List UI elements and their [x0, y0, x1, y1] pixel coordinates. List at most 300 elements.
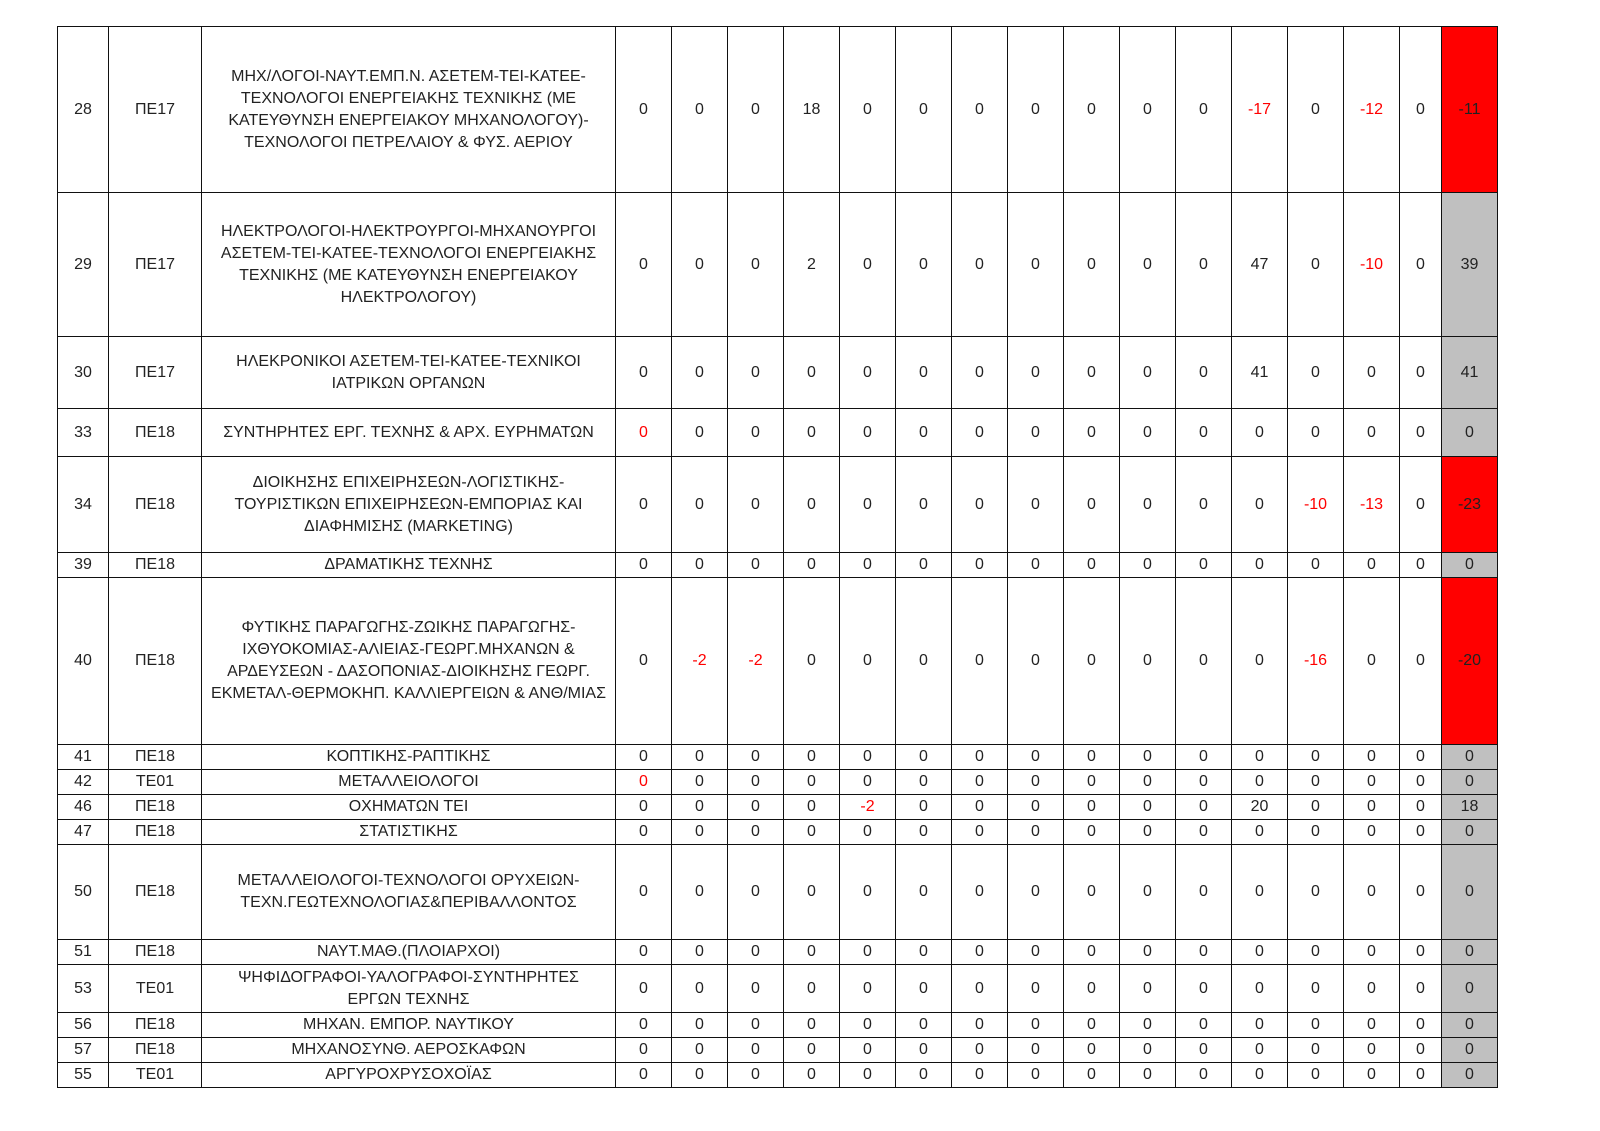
value-cell: 0	[1120, 1013, 1176, 1038]
value-cell: 0	[1344, 409, 1400, 457]
value-cell: 0	[1120, 940, 1176, 965]
value-cell: 0	[1400, 940, 1442, 965]
specialty-code-cell: ΠΕ18	[109, 553, 202, 578]
specialty-description-cell: ΜΕΤΑΛΛΕΙΟΛΟΓΟΙ	[202, 770, 616, 795]
value-cell: 0	[840, 409, 896, 457]
total-cell: 0	[1442, 553, 1498, 578]
row-number-cell: 50	[58, 845, 109, 940]
table-row	[58, 553, 1498, 578]
total-cell: 18	[1442, 795, 1498, 820]
row-number-cell: 33	[58, 409, 109, 457]
table-row	[58, 745, 1498, 770]
value-cell: 0	[840, 770, 896, 795]
value-cell: 0	[1008, 795, 1064, 820]
value-cell: 0	[840, 553, 896, 578]
value-cell: 0	[672, 1038, 728, 1063]
value-cell: 0	[1064, 1038, 1120, 1063]
value-cell: 0	[616, 940, 672, 965]
value-cell: 0	[952, 193, 1008, 337]
value-cell: 0	[896, 193, 952, 337]
value-cell: 0	[1288, 553, 1344, 578]
value-cell: 0	[1288, 193, 1344, 337]
table-row	[58, 578, 1498, 745]
value-cell: 18	[784, 27, 840, 193]
value-cell: 0	[1176, 745, 1232, 770]
value-cell: 0	[896, 553, 952, 578]
specialty-balance-table	[57, 26, 1498, 1088]
value-cell: 0	[1008, 770, 1064, 795]
value-cell: 0	[1120, 578, 1176, 745]
value-cell: 0	[672, 940, 728, 965]
value-cell: 0	[1344, 578, 1400, 745]
value-cell: -2	[672, 578, 728, 745]
value-cell: 0	[1288, 965, 1344, 1013]
specialty-description-cell: ΜΗΧ/ΛΟΓΟΙ-ΝΑΥΤ.ΕΜΠ.Ν. ΑΣΕΤΕΜ-ΤΕΙ-ΚΑΤΕΕ-ΤΕΧΝΟΛΟΓΟΙ ΕΝΕΡΓΕΙΑΚΗΣ ΤΕΧΝΙΚΗΣ (ΜΕ ΚΑΤΕΥΘΥΝΣΗ ΕΝΕΡΓΕΙΑΚΟΥ ΜΗΧΑΝΟΛΟΓΟΥ)-ΤΕΧΝΟΛΟΓΟΙ ΠΕΤΡΕΛΑΙΟΥ & ΦΥΣ. ΑΕΡΙΟΥ	[202, 27, 616, 193]
total-cell: 0	[1442, 770, 1498, 795]
value-cell: 0	[840, 1063, 896, 1088]
value-cell: 0	[1344, 745, 1400, 770]
value-cell: 0	[1288, 337, 1344, 409]
specialty-code-cell: ΠΕ18	[109, 745, 202, 770]
value-cell: 0	[1064, 1013, 1120, 1038]
value-cell: 0	[1232, 553, 1288, 578]
value-cell: 0	[1064, 553, 1120, 578]
value-cell: 0	[1008, 1013, 1064, 1038]
table-row	[58, 795, 1498, 820]
table-row	[58, 409, 1498, 457]
specialty-code-cell: ΠΕ18	[109, 1038, 202, 1063]
value-cell: 0	[1344, 1013, 1400, 1038]
value-cell: 0	[728, 1063, 784, 1088]
value-cell: 0	[1344, 337, 1400, 409]
table-row	[58, 940, 1498, 965]
value-cell: 0	[1288, 745, 1344, 770]
row-number-cell: 40	[58, 578, 109, 745]
value-cell: 0	[672, 965, 728, 1013]
value-cell: 0	[1400, 193, 1442, 337]
value-cell: 0	[1400, 1038, 1442, 1063]
value-cell: 0	[952, 409, 1008, 457]
value-cell: 2	[784, 193, 840, 337]
value-cell: 0	[896, 337, 952, 409]
value-cell: 0	[616, 770, 672, 795]
value-cell: 0	[672, 745, 728, 770]
value-cell: 0	[672, 193, 728, 337]
value-cell: 0	[1232, 1063, 1288, 1088]
value-cell: 0	[784, 845, 840, 940]
value-cell: 0	[1288, 27, 1344, 193]
value-cell: 0	[616, 965, 672, 1013]
value-cell: 0	[784, 457, 840, 553]
value-cell: 0	[1344, 940, 1400, 965]
value-cell: 0	[1120, 1038, 1176, 1063]
specialty-code-cell: ΠΕ17	[109, 193, 202, 337]
value-cell: 0	[1064, 457, 1120, 553]
value-cell: 0	[616, 578, 672, 745]
value-cell: 0	[784, 770, 840, 795]
value-cell: 0	[1400, 795, 1442, 820]
value-cell: 0	[1176, 1038, 1232, 1063]
specialty-description-cell: ΗΛΕΚΤΡΟΛΟΓΟΙ-ΗΛΕΚΤΡΟΥΡΓΟΙ-ΜΗΧΑΝΟΥΡΓΟΙ ΑΣΕΤΕΜ-ΤΕΙ-ΚΑΤΕΕ-ΤΕΧΝΟΛΟΓΟΙ ΕΝΕΡΓΕΙΑΚΗΣ ΤΕΧΝΙΚΗΣ (ΜΕ ΚΑΤΕΥΘΥΝΣΗ ΕΝΕΡΓΕΙΑΚΟΥ ΗΛΕΚΤΡΟΛΟΓΟΥ)	[202, 193, 616, 337]
table-row	[58, 845, 1498, 940]
value-cell: 0	[672, 820, 728, 845]
value-cell: 0	[672, 770, 728, 795]
value-cell: 0	[1176, 193, 1232, 337]
value-cell: 0	[896, 27, 952, 193]
value-cell: 0	[952, 457, 1008, 553]
value-cell: 0	[1120, 457, 1176, 553]
value-cell: 0	[1400, 820, 1442, 845]
value-cell: 0	[896, 845, 952, 940]
value-cell: 0	[896, 1013, 952, 1038]
value-cell: 0	[1344, 1038, 1400, 1063]
value-cell: 0	[896, 409, 952, 457]
value-cell: 0	[1120, 745, 1176, 770]
row-number-cell: 56	[58, 1013, 109, 1038]
value-cell: 0	[952, 965, 1008, 1013]
value-cell: 0	[896, 1038, 952, 1063]
value-cell: 0	[896, 578, 952, 745]
value-cell: 0	[1232, 965, 1288, 1013]
value-cell: 0	[728, 1038, 784, 1063]
value-cell: 0	[784, 337, 840, 409]
value-cell: 0	[1400, 409, 1442, 457]
value-cell: 0	[1288, 1013, 1344, 1038]
value-cell: 0	[784, 1038, 840, 1063]
value-cell: 0	[1344, 553, 1400, 578]
value-cell: 0	[1064, 965, 1120, 1013]
value-cell: 0	[1344, 965, 1400, 1013]
value-cell: 0	[1400, 27, 1442, 193]
value-cell: 0	[1064, 1063, 1120, 1088]
value-cell: 0	[952, 770, 1008, 795]
value-cell: 0	[1120, 1063, 1176, 1088]
specialty-description-cell: ΜΗΧΑΝ. ΕΜΠΟΡ. ΝΑΥΤΙΚΟΥ	[202, 1013, 616, 1038]
value-cell: 0	[1400, 770, 1442, 795]
value-cell: 0	[1008, 965, 1064, 1013]
value-cell: 0	[1008, 1063, 1064, 1088]
value-cell: 0	[1120, 845, 1176, 940]
value-cell: 0	[952, 578, 1008, 745]
value-cell: 0	[1176, 965, 1232, 1013]
value-cell: 0	[728, 845, 784, 940]
value-cell: 0	[1008, 337, 1064, 409]
value-cell: 0	[1008, 578, 1064, 745]
table-row	[58, 1013, 1498, 1038]
value-cell: 0	[840, 27, 896, 193]
value-cell: 0	[672, 795, 728, 820]
specialty-code-cell: ΠΕ18	[109, 845, 202, 940]
value-cell: 0	[784, 1063, 840, 1088]
value-cell: 0	[1232, 1038, 1288, 1063]
total-cell: 0	[1442, 1013, 1498, 1038]
table-row	[58, 27, 1498, 193]
total-cell: 0	[1442, 1038, 1498, 1063]
value-cell: 0	[672, 337, 728, 409]
value-cell: -13	[1344, 457, 1400, 553]
table-row	[58, 1063, 1498, 1088]
value-cell: 0	[1120, 27, 1176, 193]
value-cell: 0	[840, 1013, 896, 1038]
specialty-description-cell: ΜΗΧΑΝΟΣΥΝΘ. ΑΕΡΟΣΚΑΦΩΝ	[202, 1038, 616, 1063]
specialty-description-cell: ΜΕΤΑΛΛΕΙΟΛΟΓΟΙ-ΤΕΧΝΟΛΟΓΟΙ ΟΡΥΧΕΙΩΝ-ΤΕΧΝ.ΓΕΩΤΕΧΝΟΛΟΓΙΑΣ&ΠΕΡΙΒΑΛΛΟΝΤΟΣ	[202, 845, 616, 940]
value-cell: 0	[784, 745, 840, 770]
value-cell: 0	[952, 1038, 1008, 1063]
value-cell: 0	[840, 845, 896, 940]
value-cell: 0	[728, 820, 784, 845]
value-cell: 0	[896, 795, 952, 820]
value-cell: 0	[1064, 27, 1120, 193]
value-cell: 0	[616, 745, 672, 770]
value-cell: 0	[672, 553, 728, 578]
total-cell: -20	[1442, 578, 1498, 745]
total-cell: 0	[1442, 845, 1498, 940]
value-cell: 0	[840, 820, 896, 845]
value-cell: 0	[1176, 337, 1232, 409]
value-cell: 0	[728, 337, 784, 409]
value-cell: 0	[1120, 820, 1176, 845]
value-cell: 0	[728, 553, 784, 578]
value-cell: 0	[1064, 820, 1120, 845]
value-cell: 0	[728, 27, 784, 193]
specialty-description-cell: ΔΡΑΜΑΤΙΚΗΣ ΤΕΧΝΗΣ	[202, 553, 616, 578]
value-cell: 0	[616, 193, 672, 337]
value-cell: 0	[616, 1013, 672, 1038]
value-cell: -2	[840, 795, 896, 820]
value-cell: 0	[952, 795, 1008, 820]
value-cell: 0	[616, 1038, 672, 1063]
value-cell: 0	[952, 1013, 1008, 1038]
value-cell: 0	[784, 409, 840, 457]
value-cell: 0	[1344, 845, 1400, 940]
specialty-description-cell: ΨΗΦΙΔΟΓΡΑΦΟΙ-ΥΑΛΟΓΡΑΦΟΙ-ΣΥΝΤΗΡΗΤΕΣ ΕΡΓΩΝ ΤΕΧΝΗΣ	[202, 965, 616, 1013]
value-cell: 0	[784, 820, 840, 845]
value-cell: 0	[1064, 409, 1120, 457]
specialty-code-cell: ΠΕ18	[109, 820, 202, 845]
value-cell: 0	[784, 1013, 840, 1038]
value-cell: 0	[784, 795, 840, 820]
row-number-cell: 39	[58, 553, 109, 578]
total-cell: -11	[1442, 27, 1498, 193]
value-cell: 0	[840, 965, 896, 1013]
value-cell: 0	[1008, 553, 1064, 578]
value-cell: 0	[672, 457, 728, 553]
specialty-code-cell: ΠΕ17	[109, 337, 202, 409]
table-row	[58, 770, 1498, 795]
value-cell: -2	[728, 578, 784, 745]
specialty-description-cell: ΗΛΕΚΡΟΝΙΚΟΙ ΑΣΕΤΕΜ-ΤΕΙ-ΚΑΤΕΕ-ΤΕΧΝΙΚΟΙ ΙΑΤΡΙΚΩΝ ΟΡΓΑΝΩΝ	[202, 337, 616, 409]
value-cell: 0	[1120, 795, 1176, 820]
value-cell: 0	[896, 940, 952, 965]
value-cell: 0	[1176, 845, 1232, 940]
value-cell: 0	[1008, 940, 1064, 965]
value-cell: 0	[616, 1063, 672, 1088]
value-cell: 0	[1176, 409, 1232, 457]
value-cell: 0	[728, 1013, 784, 1038]
value-cell: 0	[1064, 337, 1120, 409]
specialty-code-cell: ΠΕ18	[109, 457, 202, 553]
value-cell: 0	[1288, 795, 1344, 820]
row-number-cell: 51	[58, 940, 109, 965]
total-cell: -23	[1442, 457, 1498, 553]
value-cell: 0	[728, 409, 784, 457]
specialty-code-cell: ΠΕ18	[109, 795, 202, 820]
value-cell: 0	[1400, 578, 1442, 745]
value-cell: 0	[1344, 770, 1400, 795]
value-cell: 0	[952, 940, 1008, 965]
table-row	[58, 965, 1498, 1013]
table-row	[58, 820, 1498, 845]
value-cell: 0	[840, 457, 896, 553]
value-cell: 0	[1176, 1013, 1232, 1038]
value-cell: 0	[1120, 409, 1176, 457]
value-cell: 0	[1232, 578, 1288, 745]
total-cell: 0	[1442, 965, 1498, 1013]
specialty-code-cell: ΠΕ18	[109, 409, 202, 457]
value-cell: 0	[1176, 457, 1232, 553]
specialty-code-cell: ΠΕ17	[109, 27, 202, 193]
value-cell: 0	[1064, 940, 1120, 965]
value-cell: 0	[1120, 965, 1176, 1013]
value-cell: 0	[728, 795, 784, 820]
specialty-description-cell: ΣΤΑΤΙΣΤΙΚΗΣ	[202, 820, 616, 845]
value-cell: -17	[1232, 27, 1288, 193]
total-cell: 0	[1442, 1063, 1498, 1088]
specialty-description-cell: ΑΡΓΥΡΟΧΡΥΣΟΧΟΪΑΣ	[202, 1063, 616, 1088]
specialty-code-cell: ΤΕ01	[109, 965, 202, 1013]
total-cell: 41	[1442, 337, 1498, 409]
row-number-cell: 41	[58, 745, 109, 770]
value-cell: 0	[616, 845, 672, 940]
value-cell: 0	[1120, 193, 1176, 337]
value-cell: 0	[952, 27, 1008, 193]
value-cell: 0	[1008, 745, 1064, 770]
value-cell: 0	[840, 1038, 896, 1063]
value-cell: 0	[784, 578, 840, 745]
value-cell: 0	[1400, 1013, 1442, 1038]
value-cell: 0	[1008, 820, 1064, 845]
value-cell: 0	[896, 820, 952, 845]
value-cell: -10	[1288, 457, 1344, 553]
value-cell: -10	[1344, 193, 1400, 337]
value-cell: 0	[1344, 795, 1400, 820]
value-cell: 0	[728, 193, 784, 337]
row-number-cell: 34	[58, 457, 109, 553]
value-cell: 0	[1288, 1038, 1344, 1063]
value-cell: 0	[616, 820, 672, 845]
value-cell: 0	[784, 965, 840, 1013]
row-number-cell: 46	[58, 795, 109, 820]
value-cell: 0	[1176, 27, 1232, 193]
value-cell: 0	[616, 337, 672, 409]
value-cell: 0	[840, 337, 896, 409]
value-cell: 0	[672, 1063, 728, 1088]
value-cell: 0	[1176, 795, 1232, 820]
value-cell: 0	[952, 845, 1008, 940]
value-cell: 0	[896, 1063, 952, 1088]
value-cell: 0	[952, 820, 1008, 845]
value-cell: 0	[616, 27, 672, 193]
specialty-code-cell: ΤΕ01	[109, 770, 202, 795]
value-cell: 0	[728, 745, 784, 770]
value-cell: 0	[784, 940, 840, 965]
table-row	[58, 457, 1498, 553]
value-cell: 0	[1008, 193, 1064, 337]
value-cell: 0	[952, 1063, 1008, 1088]
value-cell: 0	[1232, 457, 1288, 553]
value-cell: 0	[1232, 409, 1288, 457]
value-cell: 0	[1064, 745, 1120, 770]
value-cell: 0	[616, 409, 672, 457]
value-cell: 0	[1064, 770, 1120, 795]
value-cell: 0	[728, 770, 784, 795]
value-cell: 0	[1288, 845, 1344, 940]
total-cell: 0	[1442, 409, 1498, 457]
value-cell: 0	[1120, 770, 1176, 795]
row-number-cell: 30	[58, 337, 109, 409]
value-cell: 0	[1232, 845, 1288, 940]
value-cell: 0	[1064, 845, 1120, 940]
total-cell: 0	[1442, 820, 1498, 845]
row-number-cell: 29	[58, 193, 109, 337]
value-cell: 0	[672, 1013, 728, 1038]
specialty-description-cell: ΟΧΗΜΑΤΩΝ ΤΕΙ	[202, 795, 616, 820]
value-cell: 0	[1400, 337, 1442, 409]
value-cell: 0	[1120, 337, 1176, 409]
value-cell: 0	[1288, 820, 1344, 845]
value-cell: 0	[1176, 820, 1232, 845]
value-cell: 41	[1232, 337, 1288, 409]
value-cell: 0	[616, 553, 672, 578]
value-cell: 0	[1288, 1063, 1344, 1088]
value-cell: 0	[840, 578, 896, 745]
row-number-cell: 57	[58, 1038, 109, 1063]
specialty-code-cell: ΤΕ01	[109, 1063, 202, 1088]
value-cell: 0	[1400, 553, 1442, 578]
value-cell: 0	[1288, 770, 1344, 795]
value-cell: 0	[1176, 553, 1232, 578]
row-number-cell: 28	[58, 27, 109, 193]
value-cell: 0	[952, 745, 1008, 770]
value-cell: 0	[1176, 770, 1232, 795]
table-row	[58, 193, 1498, 337]
value-cell: 0	[896, 745, 952, 770]
value-cell: 0	[1400, 745, 1442, 770]
value-cell: 0	[1400, 965, 1442, 1013]
value-cell: 0	[1176, 1063, 1232, 1088]
value-cell: 0	[1288, 409, 1344, 457]
value-cell: 0	[840, 940, 896, 965]
value-cell: 0	[672, 845, 728, 940]
specialty-code-cell: ΠΕ18	[109, 940, 202, 965]
specialty-description-cell: ΝΑΥΤ.ΜΑΘ.(ΠΛΟΙΑΡΧΟΙ)	[202, 940, 616, 965]
value-cell: 0	[1008, 457, 1064, 553]
row-number-cell: 53	[58, 965, 109, 1013]
value-cell: 0	[728, 965, 784, 1013]
value-cell: 0	[1232, 820, 1288, 845]
value-cell: 0	[1344, 1063, 1400, 1088]
value-cell: 0	[952, 337, 1008, 409]
specialty-description-cell: ΚΟΠΤΙΚΗΣ-ΡΑΠΤΙΚΗΣ	[202, 745, 616, 770]
value-cell: 0	[616, 795, 672, 820]
specialty-description-cell: ΔΙΟΙΚΗΣΗΣ ΕΠΙΧΕΙΡΗΣΕΩΝ-ΛΟΓΙΣΤΙΚΗΣ-ΤΟΥΡΙΣΤΙΚΩΝ ΕΠΙΧΕΙΡΗΣΕΩΝ-ΕΜΠΟΡΙΑΣ ΚΑΙ ΔΙΑΦΗΜΙΣΗΣ (MARKETING)	[202, 457, 616, 553]
value-cell: 0	[896, 457, 952, 553]
value-cell: -12	[1344, 27, 1400, 193]
total-cell: 0	[1442, 940, 1498, 965]
value-cell: 47	[1232, 193, 1288, 337]
row-number-cell: 42	[58, 770, 109, 795]
value-cell: 0	[1400, 845, 1442, 940]
